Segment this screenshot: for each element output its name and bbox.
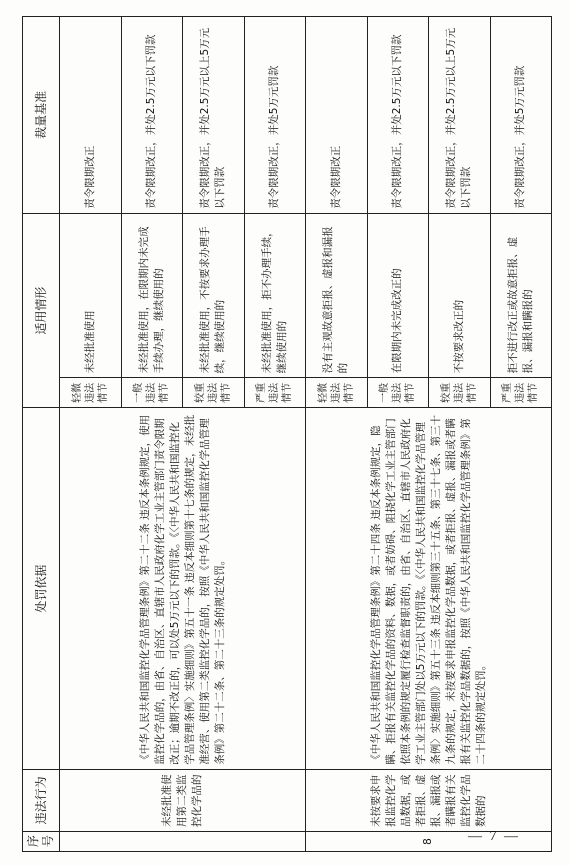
level-cell: 一般违法情节	[367, 378, 429, 408]
row-number: 8	[306, 831, 552, 851]
header-no: 序号	[23, 831, 60, 851]
rotated-table-container	[22, 16, 552, 852]
standard-cell: 责令限期改正，并处5万元罚款	[244, 17, 306, 214]
violation-cell: 未按要求申报监控化学品数据，或者拒报、虚报、漏报或者瞒报有关监控化学品数据的	[306, 769, 552, 831]
standard-cell: 责令限期改正	[306, 17, 368, 214]
level-cell: 较重违法情节	[183, 378, 245, 408]
table-row	[306, 17, 368, 852]
situation-cell: 没有主观故意拒报、虚报和漏报的	[306, 213, 368, 378]
basis-cell: 《中华人民共和国监控化学品管理条例》第二十四条 违反本条例规定，隐瞒、拒报有关监控化学品的资料、数据，或者妨碍、阻挠化学工业主管部门依照本条例的规定履行检查监督职责的，由省、自治区、直辖市人民政府化学工业主管部门处以5万元以下的罚款。《〈中华人民共和国监控化学品管理条例〉实施细则》第五十三条 违反本细则第三十五条、第三十七条、第三十九条的规定，未按要求申报监控化学品数据，或者拒报、虚报、漏报或者瞒报有关监控化学品数据的，按照《中华人民共和国监控化学品管理条例》第二十四条的规定处罚。	[306, 408, 552, 769]
situation-cell: 不按要求改正的	[429, 213, 491, 378]
standard-cell: 责令限期改正，并处2.5万元以上5万元以下罚款	[183, 17, 245, 214]
standard-cell: 责令限期改正	[60, 17, 122, 214]
situation-cell: 未经批准使用，在限期内未完成手续办理，继续使用的	[121, 213, 183, 378]
level-cell: 轻微违法情节	[306, 378, 368, 408]
header-situation: 适用情形	[23, 213, 60, 408]
page-number: — 7 —	[468, 829, 520, 844]
level-cell: 一般违法情节	[121, 378, 183, 408]
level-cell: 严重违法情节	[244, 378, 306, 408]
situation-cell: 未经批准使用，不按要求办理手续，继续使用的	[183, 213, 245, 378]
situation-cell: 拒不进行改正或故意拒报、虚报、漏报和瞒报的	[490, 213, 552, 378]
standard-cell: 责令限期改正，并处2.5万元以下罚款	[121, 17, 183, 214]
penalty-table	[22, 16, 552, 852]
level-cell: 严重违法情节	[490, 378, 552, 408]
violation-cell: 未经批准使用第二类监控化学品的	[60, 769, 306, 831]
standard-cell: 责令限期改正，并处2.5万元以下罚款	[367, 17, 429, 214]
level-cell: 轻微违法情节	[60, 378, 122, 408]
level-cell: 较重违法情节	[429, 378, 491, 408]
situation-cell: 未经批准使用，拒不办理手续，继续使用的	[244, 213, 306, 378]
standard-cell: 责令限期改正，并处5万元罚款	[490, 17, 552, 214]
standard-cell: 责令限期改正，并处2.5万元以上5万元以下罚款	[429, 17, 491, 214]
header-basis: 处罚依据	[23, 408, 60, 769]
situation-cell: 在限期内未完成改正的	[367, 213, 429, 378]
row-number	[60, 831, 306, 851]
header-standard: 裁量基准	[23, 17, 60, 214]
table-header-row	[23, 17, 60, 852]
table-row	[60, 17, 122, 852]
situation-cell: 未经批准使用	[60, 213, 122, 378]
header-act: 违法行为	[23, 769, 60, 831]
basis-cell: 《中华人民共和国监控化学品管理条例》第二十二条 违反本条例规定，使用监控化学品的，由省、自治区、直辖市人民政府化学工业主管部门责令限期改正；逾期不改正的，可以处5万元以下的罚款。《〈中华人民共和国监控化学品管理条例〉实施细则》第五十一条 违反本细则第十七条的规定，未经批准经营、使用第二类监控化学品的，按照《中华人民共和国监控化学品管理条例》第二十二条、第二十三条的规定处罚。	[60, 408, 306, 769]
